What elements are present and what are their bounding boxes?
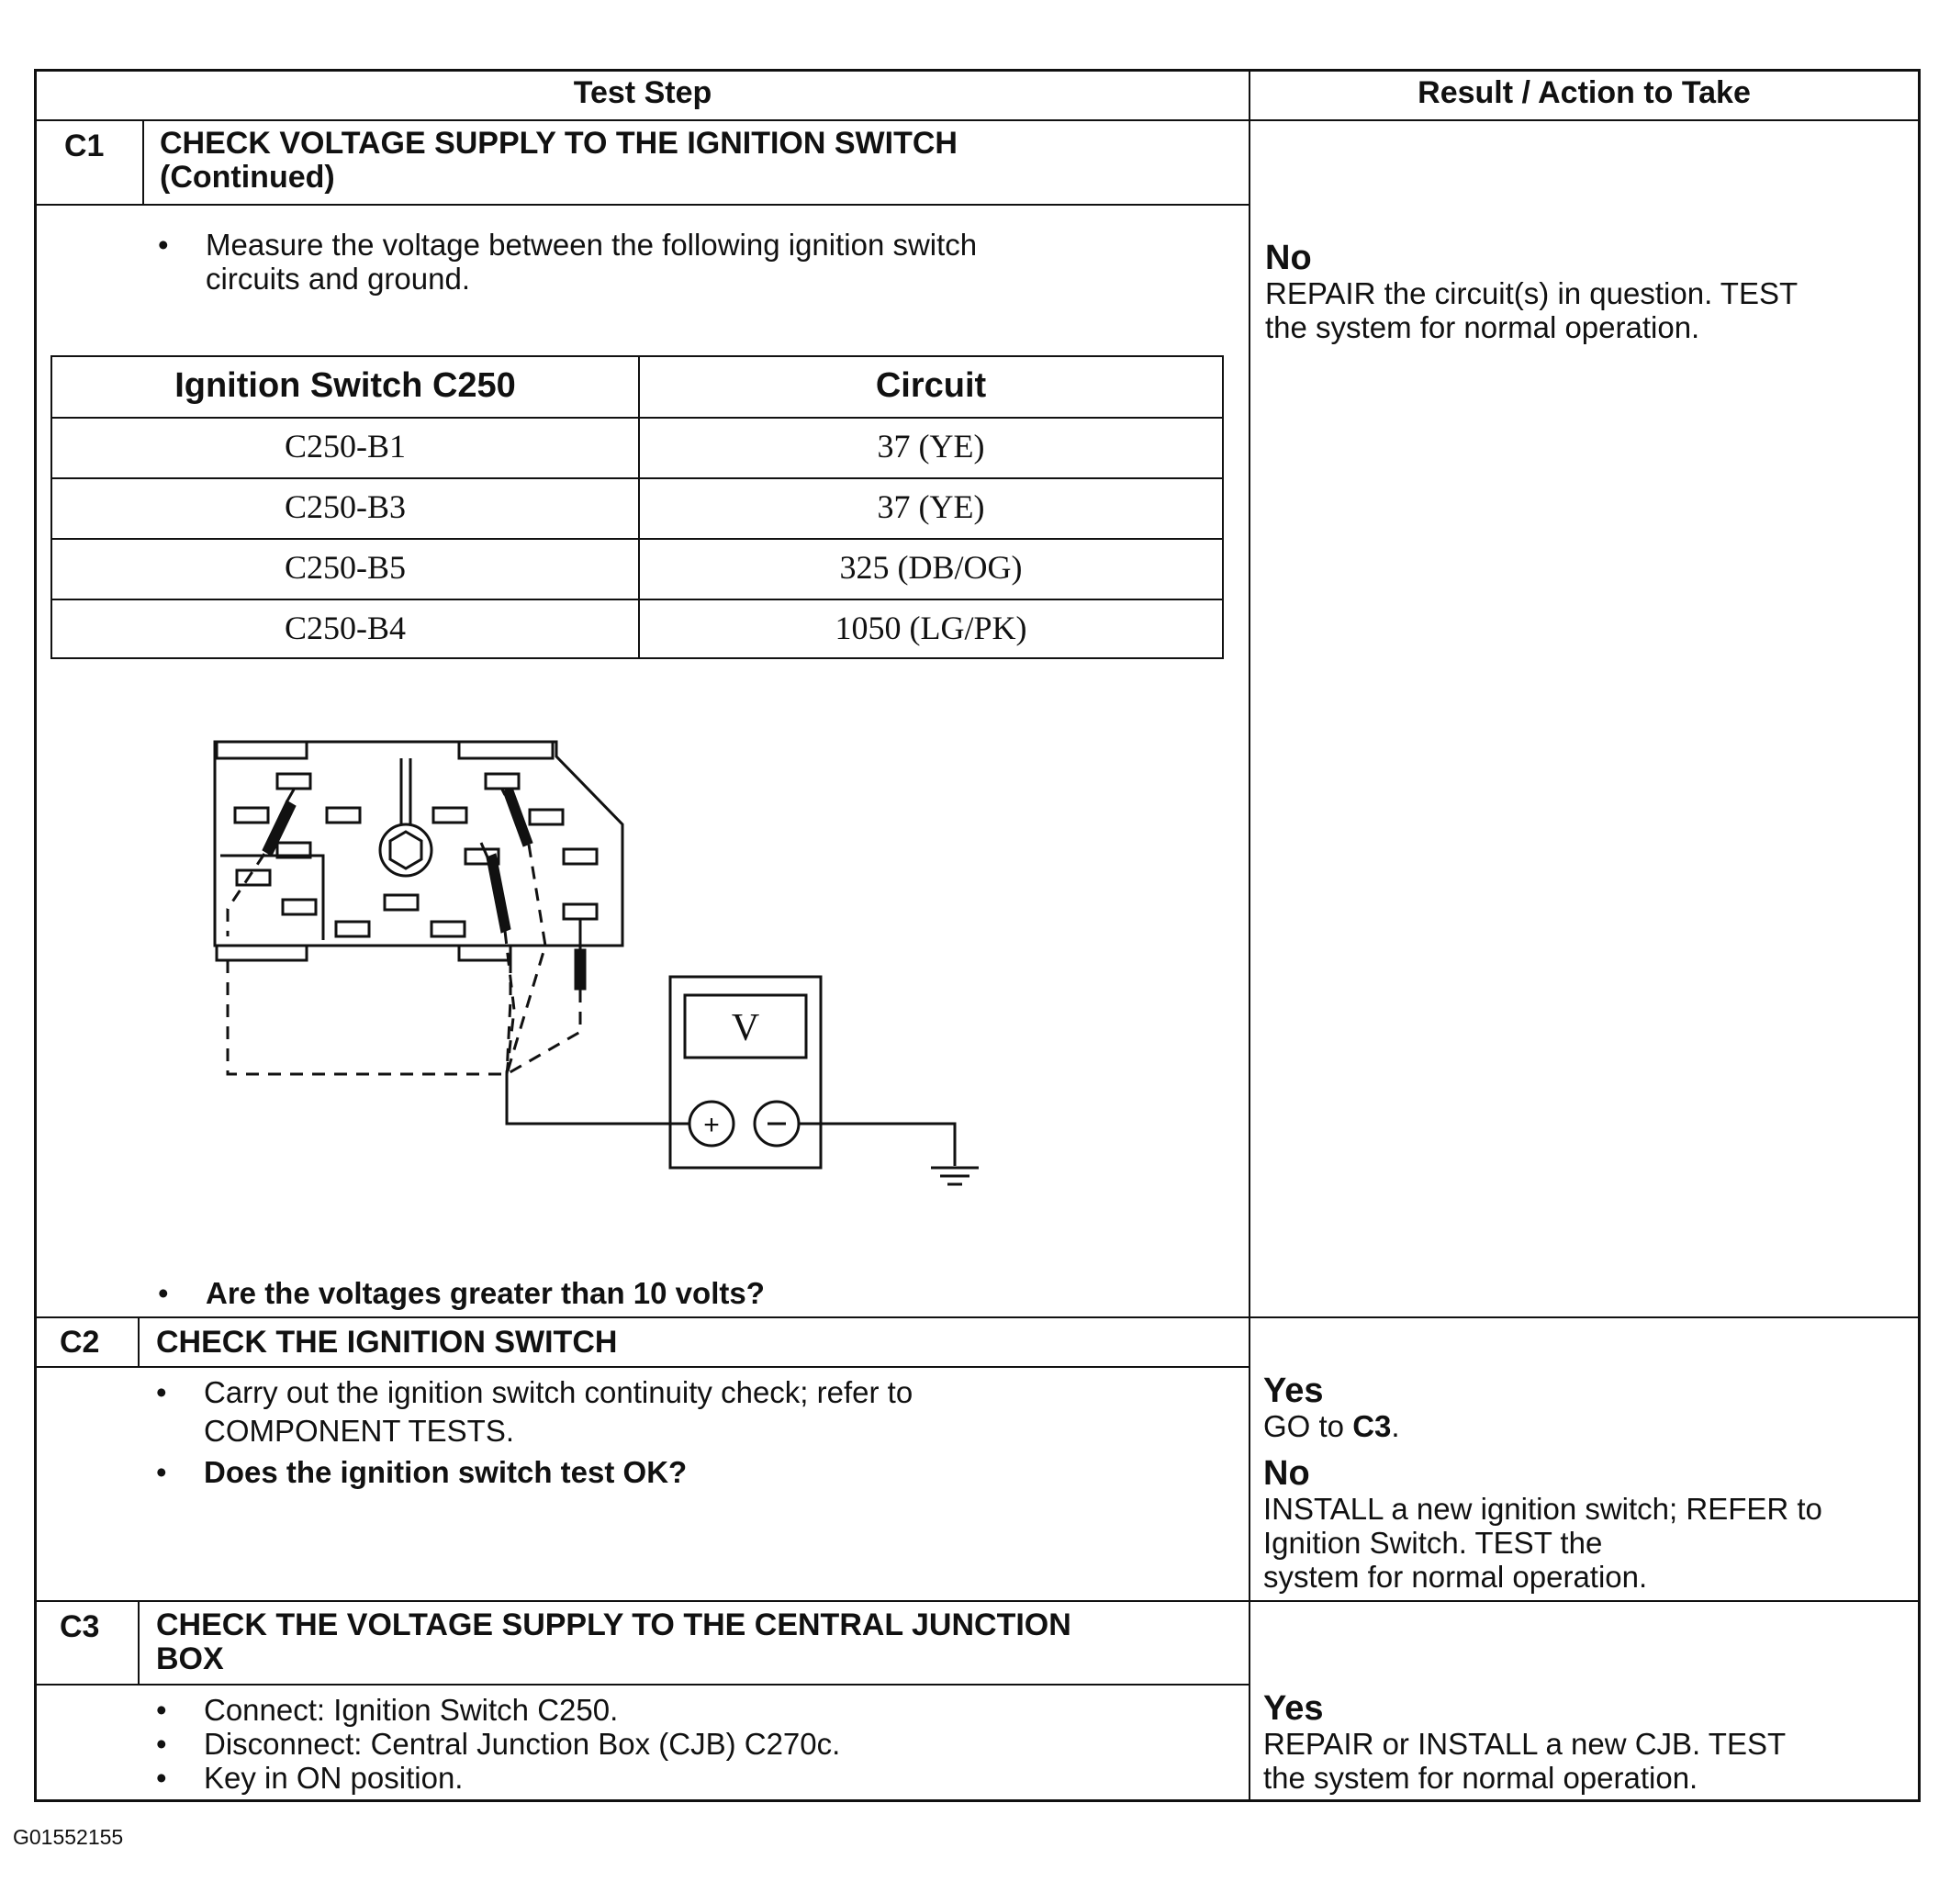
c1-title-line1: CHECK VOLTAGE SUPPLY TO THE IGNITION SWITCH (160, 126, 958, 161)
dashed-lead (228, 854, 264, 936)
c2-top-line (34, 1316, 1921, 1318)
column-divider (1249, 69, 1250, 1802)
c3-top-line (34, 1600, 1921, 1602)
c3-bullet-connect (156, 1693, 1212, 1727)
pin-table-cell-pin: C250-B4 (284, 610, 406, 646)
probe-tip (487, 854, 510, 933)
c2-yes-suffix: . (1391, 1409, 1400, 1443)
c3-result-yes-line2: the system for normal operation. (1263, 1761, 1698, 1795)
c2-bullet-question (156, 1455, 1212, 1492)
dashed-lead (228, 960, 507, 1074)
c3-bullet-disconnect-text: Disconnect: Central Junction Box (CJB) C270c. (204, 1727, 841, 1761)
pin-table-cell-circuit: 37 (YE) (877, 488, 985, 525)
probe-tip (575, 949, 586, 990)
voltmeter-body (670, 977, 821, 1168)
bullet-icon: • (156, 1727, 167, 1761)
bullet-icon: • (156, 1375, 167, 1409)
c2-result-yes-line (1263, 1409, 1400, 1443)
bullet-icon: • (156, 1761, 167, 1795)
terminal (283, 900, 316, 914)
c2-result-no-line3: system for normal operation. (1263, 1560, 1648, 1594)
dashed-lead (507, 990, 580, 1074)
c3-title-line2: BOX (156, 1641, 224, 1676)
terminal (486, 774, 519, 789)
terminal (530, 810, 563, 824)
c1-question-text: Are the voltages greater than 10 volts? (206, 1276, 765, 1310)
c3-id-divider (138, 1600, 140, 1685)
c3-bullet-connect-text: Connect: Ignition Switch C250. (204, 1693, 619, 1727)
c2-title-underline (34, 1366, 1249, 1368)
probe-tip (503, 788, 532, 846)
pin-table-cell-pin: C250-B1 (284, 428, 406, 465)
c3-title-underline (34, 1684, 1249, 1686)
c2-bullet-line2: COMPONENT TESTS. (204, 1414, 514, 1448)
c3-bullet-key-text: Key in ON position. (204, 1761, 464, 1795)
c3-bullet-disconnect (156, 1727, 1212, 1761)
pin-table-cell-circuit: 325 (DB/OG) (839, 549, 1023, 586)
terminal (385, 895, 418, 910)
probe-stem (286, 790, 294, 802)
terminal (433, 808, 466, 823)
lead-to-positive (507, 1074, 689, 1124)
c2-result-no-line2: Ignition Switch. TEST the (1263, 1526, 1603, 1560)
terminal (277, 774, 310, 789)
pin-table-header-switch: Ignition Switch C250 (174, 366, 516, 405)
pin-table-cell-circuit: 37 (YE) (877, 428, 985, 465)
c2-bullet-line1: Carry out the ignition switch continuity check; refer to (204, 1375, 913, 1409)
dashed-lead (507, 845, 545, 1074)
terminal (235, 808, 268, 823)
terminal (336, 922, 369, 936)
bullet-icon: • (158, 1276, 169, 1310)
c2-yes-target-link[interactable]: C3 (1352, 1409, 1392, 1443)
connector-latch-bottom-left (217, 946, 307, 960)
header-result-action: Result / Action to Take (1418, 75, 1751, 110)
c1-bullet-measure-line1: Measure the voltage between the following ignition switch (206, 228, 978, 262)
terminal (327, 808, 360, 823)
probe-stem (481, 843, 488, 859)
c1-step-id: C1 (64, 129, 105, 163)
outer-border-right (1918, 69, 1921, 1802)
c1-result-no-line1: REPAIR the circuit(s) in question. TEST (1265, 276, 1799, 310)
connector-latch-bottom-right (459, 946, 510, 960)
c3-title-line1: CHECK THE VOLTAGE SUPPLY TO THE CENTRAL JUNCTION (156, 1607, 1071, 1642)
voltmeter-label: V (731, 1007, 760, 1049)
pin-table-cell-pin: C250-B5 (284, 549, 406, 586)
c3-result-yes-title: Yes (1263, 1689, 1324, 1728)
bullet-icon: • (156, 1693, 167, 1727)
bullet-icon: • (156, 1455, 167, 1489)
c3-bullet-key (156, 1761, 1212, 1795)
c2-result-yes-title: Yes (1263, 1372, 1324, 1410)
c2-id-divider (138, 1316, 140, 1367)
c1-bullet-measure-line2: circuits and ground. (206, 262, 470, 296)
c2-title: CHECK THE IGNITION SWITCH (156, 1325, 618, 1360)
c1-result-no-line2: the system for normal operation. (1265, 310, 1700, 344)
pin-table-cell-circuit: 1050 (LG/PK) (835, 610, 1027, 646)
c1-title-line2: (Continued) (160, 160, 335, 195)
connector-stud-nut (390, 832, 421, 868)
outer-border-bottom (34, 1799, 1921, 1802)
ignition-connector-voltmeter-diagram (0, 0, 1249, 1316)
bullet-icon: • (158, 228, 169, 262)
pin-table-header-circuit: Circuit (875, 366, 987, 405)
terminal (431, 922, 465, 936)
c3-step-id: C3 (60, 1609, 100, 1644)
terminal (237, 870, 270, 885)
c2-result-no-line1: INSTALL a new ignition switch; REFER to (1263, 1492, 1822, 1526)
c3-result-yes-line1: REPAIR or INSTALL a new CJB. TEST (1263, 1727, 1787, 1761)
voltmeter-plus-label: + (703, 1110, 720, 1140)
c2-result-no-title: No (1263, 1454, 1310, 1493)
c2-question-text: Does the ignition switch test OK? (204, 1455, 688, 1489)
c1-result-no-title: No (1265, 239, 1312, 277)
c2-yes-prefix: GO to (1263, 1409, 1353, 1443)
pin-table-cell-pin: C250-B3 (284, 488, 406, 525)
c1-bullet-question (158, 1276, 1214, 1313)
connector-latch-top-left (217, 742, 307, 758)
connector-latch-top-right (459, 742, 553, 758)
terminal (564, 904, 597, 919)
c2-bullet-continuity (156, 1375, 1212, 1449)
c2-step-id: C2 (60, 1325, 100, 1360)
header-test-step: Test Step (573, 75, 712, 110)
terminal (564, 849, 597, 864)
figure-code: G01552155 (13, 1825, 124, 1849)
